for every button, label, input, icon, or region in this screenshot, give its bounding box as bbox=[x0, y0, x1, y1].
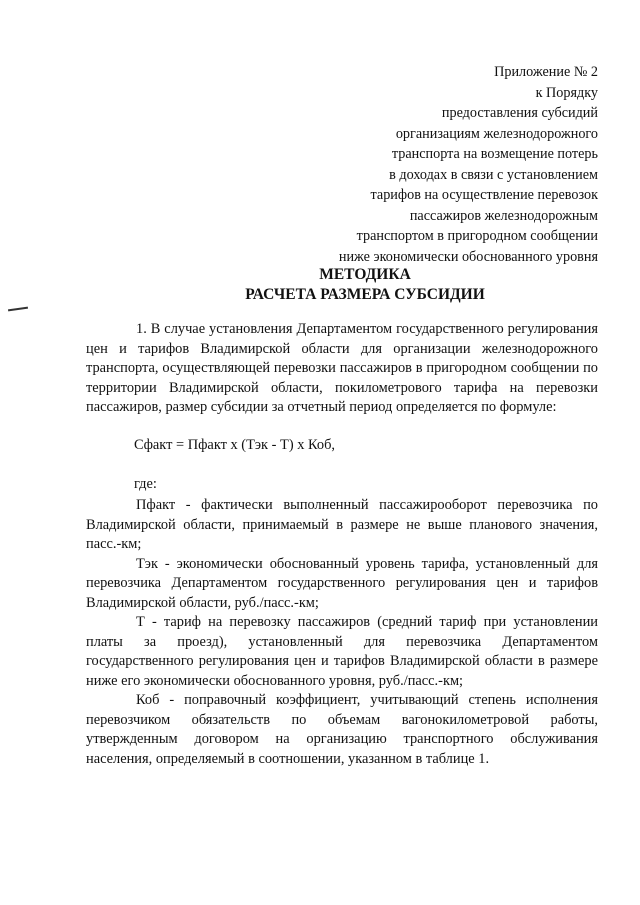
where-label: где: bbox=[134, 476, 157, 492]
appendix-line: транспорта на возмещение потерь bbox=[391, 146, 598, 162]
appendix-line: пассажиров железнодорожным bbox=[409, 207, 598, 224]
appendix-line: предоставления субсидий bbox=[441, 105, 598, 121]
paragraph-1: 1. В случае установления Департаментом государственного регулирования цен и тарифов Владимирской области для организации железнодорожного транспорта, осуществляющей перевозки пассажиров в пригородном сообщении по территории Владимирской области, покилометрового тарифа на перевозки пассажиров, размер субсидии за отчетный период определяется по формуле: bbox=[86, 321, 598, 415]
title-line-1: МЕТОДИКА bbox=[319, 266, 411, 283]
appendix-line: транспортом в пригородном сообщении bbox=[356, 228, 598, 244]
definition-pfakt: Пфакт - фактически выполненный пассажирооборот перевозчика по Владимирской области, принимаемый в размере не выше планового значения, пасс.-км; bbox=[86, 497, 598, 552]
document-title bbox=[0, 265, 640, 305]
appendix-line: организациям железнодорожного bbox=[395, 125, 598, 142]
appendix-line: ниже экономически обоснованного уровня bbox=[338, 248, 598, 265]
scan-mark bbox=[8, 307, 28, 312]
appendix-line: тарифов на осуществление перевозок bbox=[370, 187, 598, 203]
appendix-header bbox=[268, 62, 598, 267]
formula: Сфакт = Пфакт х (Тэк - Т) х Коб, bbox=[134, 437, 336, 453]
definitions bbox=[86, 496, 598, 769]
definition-t: Т - тариф на перевозку пассажиров (средний тариф при установлении платы за проезд), установленный для перевозчика Департаментом государственного регулирования цен и тарифов Владимирской области в размере ниже его экономически обоснованного уровня, руб./пасс.-км; bbox=[86, 614, 598, 689]
appendix-line: к Порядку bbox=[535, 84, 598, 101]
appendix-line: в доходах в связи с установлением bbox=[389, 166, 598, 183]
definition-kob: Коб - поправочный коэффициент, учитывающий степень исполнения перевозчиком обязательств по объемам вагонокилометровой работы, утвержденным договором на организацию транспортного обслуживания населения, определяемый в соотношении, указанном в таблице 1. bbox=[86, 692, 598, 767]
title-line-2: РАСЧЕТА РАЗМЕРА СУБСИДИИ bbox=[245, 286, 485, 303]
definition-tek: Тэк - экономически обоснованный уровень тарифа, установленный для перевозчика Департаментом государственного регулирования цен и тарифов Владимирской области, руб./пасс.-км; bbox=[86, 555, 598, 611]
appendix-line: Приложение № 2 bbox=[494, 64, 598, 80]
